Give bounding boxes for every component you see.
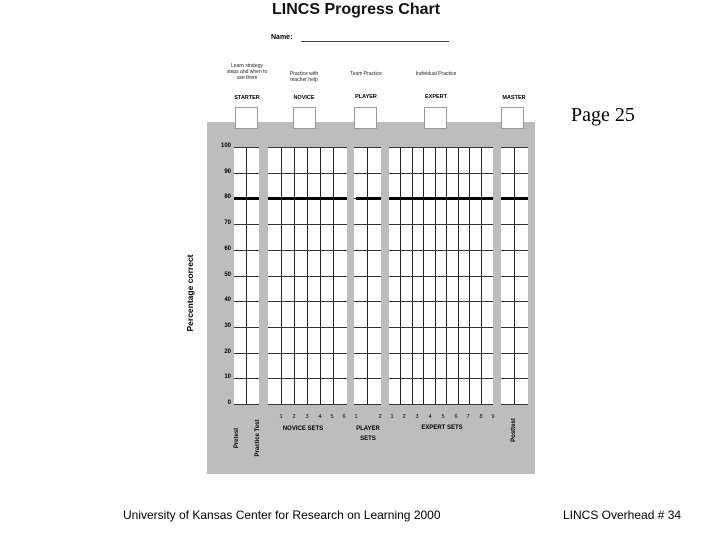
grid-hline [234, 353, 259, 354]
grid-hline [234, 250, 259, 251]
stage-expert-name: EXPERT [424, 94, 447, 100]
page-reference: Page 25 [571, 104, 635, 126]
grid-hline [501, 173, 528, 174]
name-line [301, 41, 449, 42]
grid-hline [501, 404, 528, 405]
grid-hline [501, 250, 528, 251]
criterion-line [356, 197, 381, 200]
set-number-label: 1 [279, 414, 283, 420]
y-tick-label: 80 [224, 194, 231, 200]
grid-hline [389, 327, 493, 328]
set-number-label: 2 [402, 414, 406, 420]
set-number-label: 8 [479, 414, 483, 420]
grid-hline [389, 301, 493, 302]
stage-player-desc: Team Practice [350, 71, 382, 77]
set-number-label: 5 [441, 414, 445, 420]
grid-hline [354, 147, 381, 148]
practice-test-label: Practice Test [255, 419, 261, 457]
y-tick-label: 50 [224, 272, 231, 278]
grid-hline [501, 147, 528, 148]
grid-hline [389, 353, 493, 354]
y-tick-label: 100 [220, 143, 231, 149]
y-tick-label: 40 [224, 297, 231, 303]
grid-hline [268, 276, 347, 277]
player-sets-label-line2: SETS [360, 436, 376, 442]
grid-hline [354, 276, 381, 277]
y-tick-label: 20 [224, 349, 231, 355]
stage-player-name: PLAYER [355, 94, 377, 100]
y-tick-label: 10 [224, 374, 231, 380]
master-checkbox[interactable] [501, 107, 524, 129]
name-label: Name: [271, 34, 293, 41]
set-number-label: 5 [330, 414, 334, 420]
grid-hline [268, 404, 347, 405]
grid-hline [354, 353, 381, 354]
y-tick-label: 0 [227, 400, 231, 406]
expert-sets-label: EXPERT SETS [421, 425, 463, 431]
stage-starter-desc: Learn strategy steps and when to use them [226, 63, 268, 81]
posttest-label: Posttest [511, 418, 517, 442]
grid-hline [354, 224, 381, 225]
grid-hline [234, 224, 259, 225]
grid-hline [389, 276, 493, 277]
grid-hline [268, 378, 347, 379]
stage-master-name: MASTER [502, 95, 526, 101]
grid-hline [268, 173, 347, 174]
grid-hline [268, 224, 347, 225]
set-number-label: 3 [415, 414, 419, 420]
set-number-label: 6 [342, 414, 346, 420]
criterion-line [268, 197, 347, 200]
footer-overhead-number: LINCS Overhead # 34 [563, 508, 682, 522]
grid-hline [501, 224, 528, 225]
grid-hline [389, 378, 493, 379]
stage-expert-desc: Individual Practice [415, 71, 457, 77]
stage-novice-name: NOVICE [293, 95, 315, 101]
set-number-label: 4 [318, 414, 322, 420]
grid-hline [501, 327, 528, 328]
y-tick-label: 70 [224, 220, 231, 226]
grid-hline [354, 378, 381, 379]
starter-checkbox[interactable] [235, 107, 258, 129]
y-tick-label: 60 [224, 246, 231, 252]
grid-hline [268, 250, 347, 251]
grid-hline [354, 327, 381, 328]
grid-hline [501, 353, 528, 354]
set-number-label: 9 [491, 414, 495, 420]
grid-hline [234, 147, 259, 148]
y-tick-label: 90 [224, 169, 231, 175]
chart-title: LINCS Progress Chart [272, 1, 441, 18]
novice-sets-label: NOVICE SETS [282, 426, 324, 432]
grid-hline [234, 404, 259, 405]
grid-hline [389, 147, 493, 148]
grid-hline [268, 327, 347, 328]
y-tick-label: 30 [224, 323, 231, 329]
set-number-label: 3 [305, 414, 309, 420]
grid-hline [234, 327, 259, 328]
expert-checkbox[interactable] [424, 107, 447, 129]
set-number-label: 7 [466, 414, 470, 420]
set-number-label: 2 [378, 414, 382, 420]
grid-hline [501, 301, 528, 302]
stage-novice-desc: Practice with teacher help [289, 71, 319, 83]
grid-hline [389, 404, 493, 405]
grid-hline [354, 173, 381, 174]
criterion-line [501, 197, 528, 200]
player-sets-label-line1: PLAYER [356, 426, 380, 432]
novice-checkbox[interactable] [293, 107, 316, 129]
grid-hline [234, 301, 259, 302]
player-checkbox[interactable] [354, 107, 377, 129]
grid-hline [234, 276, 259, 277]
grid-hline [501, 378, 528, 379]
set-number-label: 6 [454, 414, 458, 420]
grid-hline [268, 353, 347, 354]
grid-hline [501, 276, 528, 277]
grid-hline [389, 224, 493, 225]
grid-hline [354, 404, 381, 405]
set-number-label: 1 [354, 414, 358, 420]
grid-hline [389, 250, 493, 251]
stage-starter-name: STARTER [234, 95, 260, 101]
set-number-label: 1 [390, 414, 394, 420]
set-number-label: 4 [428, 414, 432, 420]
grid-hline [354, 301, 381, 302]
footer-credit: University of Kansas Center for Research on Learning 2000 [123, 508, 441, 522]
grid-hline [389, 173, 493, 174]
pretest-label: Pretest [234, 427, 240, 449]
grid-hline [354, 250, 381, 251]
criterion-line [389, 197, 493, 200]
y-axis-label: Percentage correct [185, 254, 195, 332]
grid-hline [268, 147, 347, 148]
grid-hline [268, 301, 347, 302]
grid-hline [234, 173, 259, 174]
set-number-label: 2 [292, 414, 296, 420]
criterion-line [234, 197, 259, 200]
grid-hline [234, 378, 259, 379]
